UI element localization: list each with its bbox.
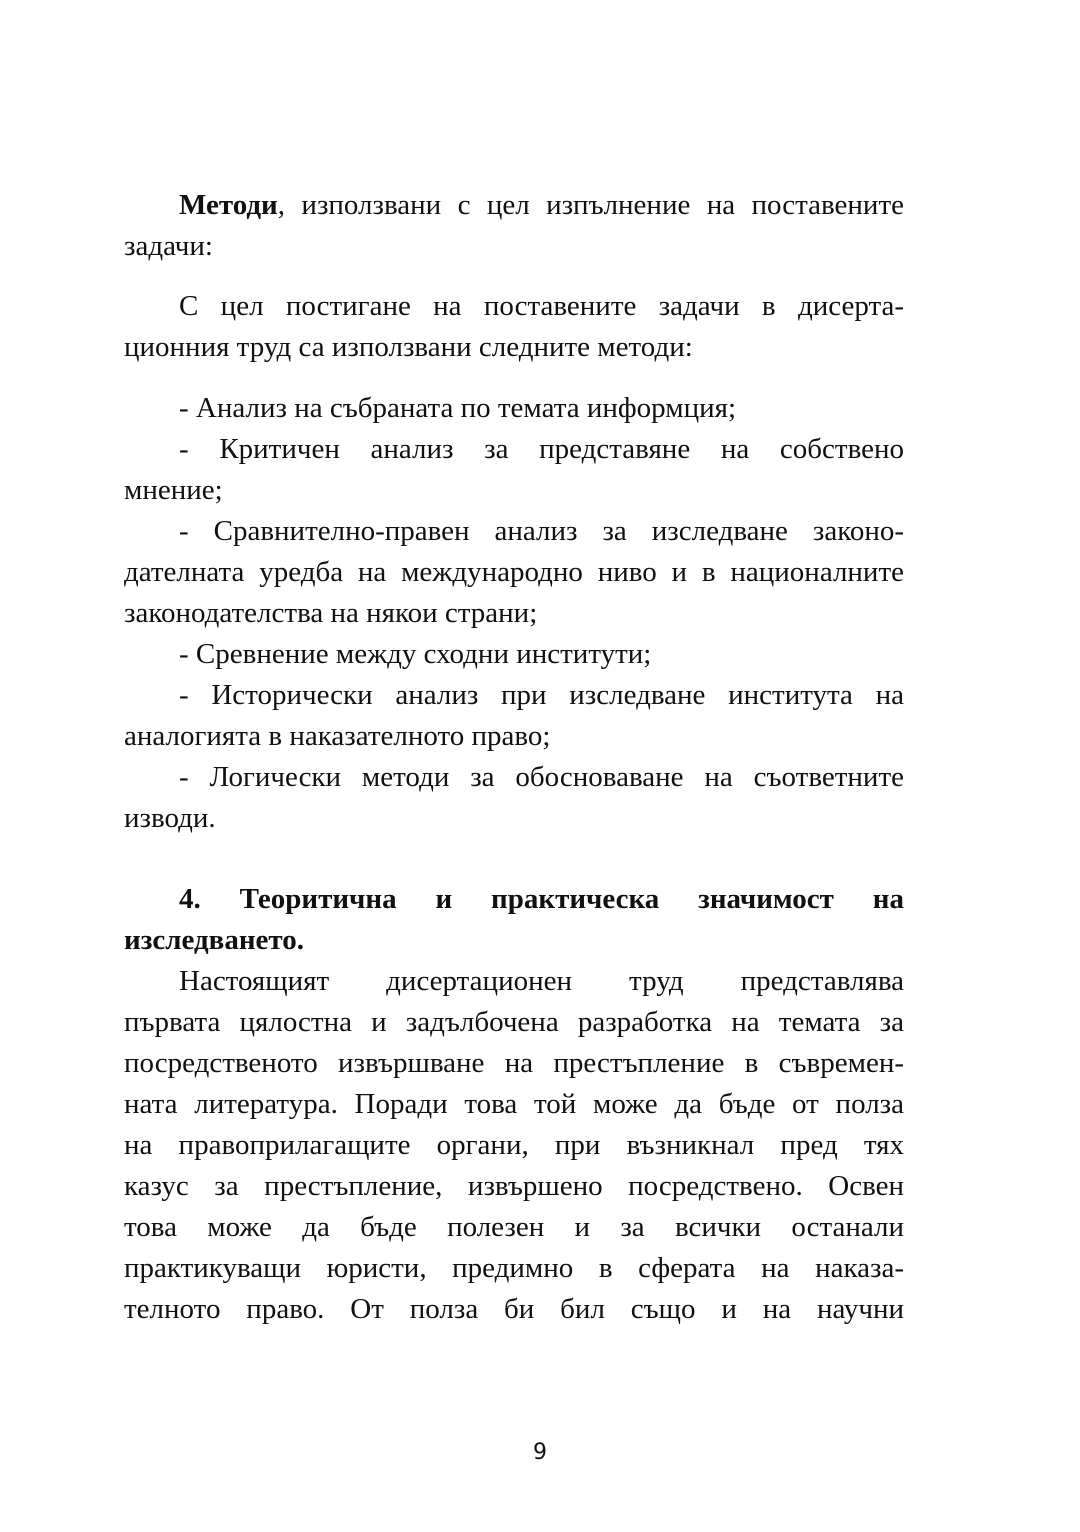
- methods-heading-bold: Методи: [179, 189, 278, 221]
- section-4-body-line: телното право. От полза би бил също и на научни: [124, 1293, 904, 1325]
- methods-heading-line: [124, 185, 904, 226]
- section-4-heading: 4. Теоритична и практическа значимост на: [179, 883, 904, 915]
- methods-list-item: - Критичен анализ за представяне на собствено: [179, 433, 904, 465]
- methods-list-item: - Сравнително-правен анализ за изследване законо-: [179, 515, 904, 547]
- page-number: 9: [533, 1440, 547, 1465]
- section-4-body-line: практикуващи юристи, предимно в сферата на наказа-: [124, 1252, 904, 1284]
- methods-list-item-cont: мнение;: [124, 474, 223, 506]
- methods-list-item-cont: дателната уредба на международно ниво и в националните: [124, 556, 904, 588]
- section-4-heading-cont: изследването.: [124, 924, 305, 956]
- methods-intro-line: ционния труд са използвани следните методи:: [124, 331, 693, 363]
- methods-list-item: - Исторически анализ при изследване института на: [179, 679, 904, 711]
- section-4-body-line: първата цялостна и задълбочена разработка на темата за: [124, 1006, 904, 1038]
- section-4-body-line: ната литература. Поради това той може да бъде от полза: [124, 1088, 904, 1120]
- section-4-body-line: Настоящият дисертационен труд представлява: [179, 965, 904, 997]
- methods-list-item-cont: изводи.: [124, 802, 216, 834]
- methods-list-item: - Логически методи за обосноваване на съответните: [179, 761, 904, 793]
- methods-heading-rest: , използвани с цел изпълнение на поставените: [277, 189, 904, 221]
- methods-heading-cont: задачи:: [124, 230, 213, 262]
- methods-intro-line: С цел постигане на поставените задачи в дисерта-: [179, 290, 904, 322]
- methods-list-item: - Анализ на събраната по темата информция;: [179, 392, 737, 424]
- methods-list-item-cont: законодателства на някои страни;: [124, 597, 538, 629]
- methods-list-item: - Сревнение между сходни институти;: [179, 638, 652, 670]
- section-4-body-line: на правоприлагащите органи, при възникнал пред тях: [124, 1129, 904, 1161]
- section-4-body-line: това може да бъде полезен и за всички останали: [124, 1211, 904, 1243]
- section-4-body-line: посредственото извършване на престъпление в съвремен-: [124, 1047, 904, 1079]
- methods-list-item-cont: аналогията в наказателното право;: [124, 720, 551, 752]
- document-page: [124, 185, 904, 1330]
- section-4-body-line: казус за престъпление, извършено посредствено. Освен: [124, 1170, 904, 1202]
